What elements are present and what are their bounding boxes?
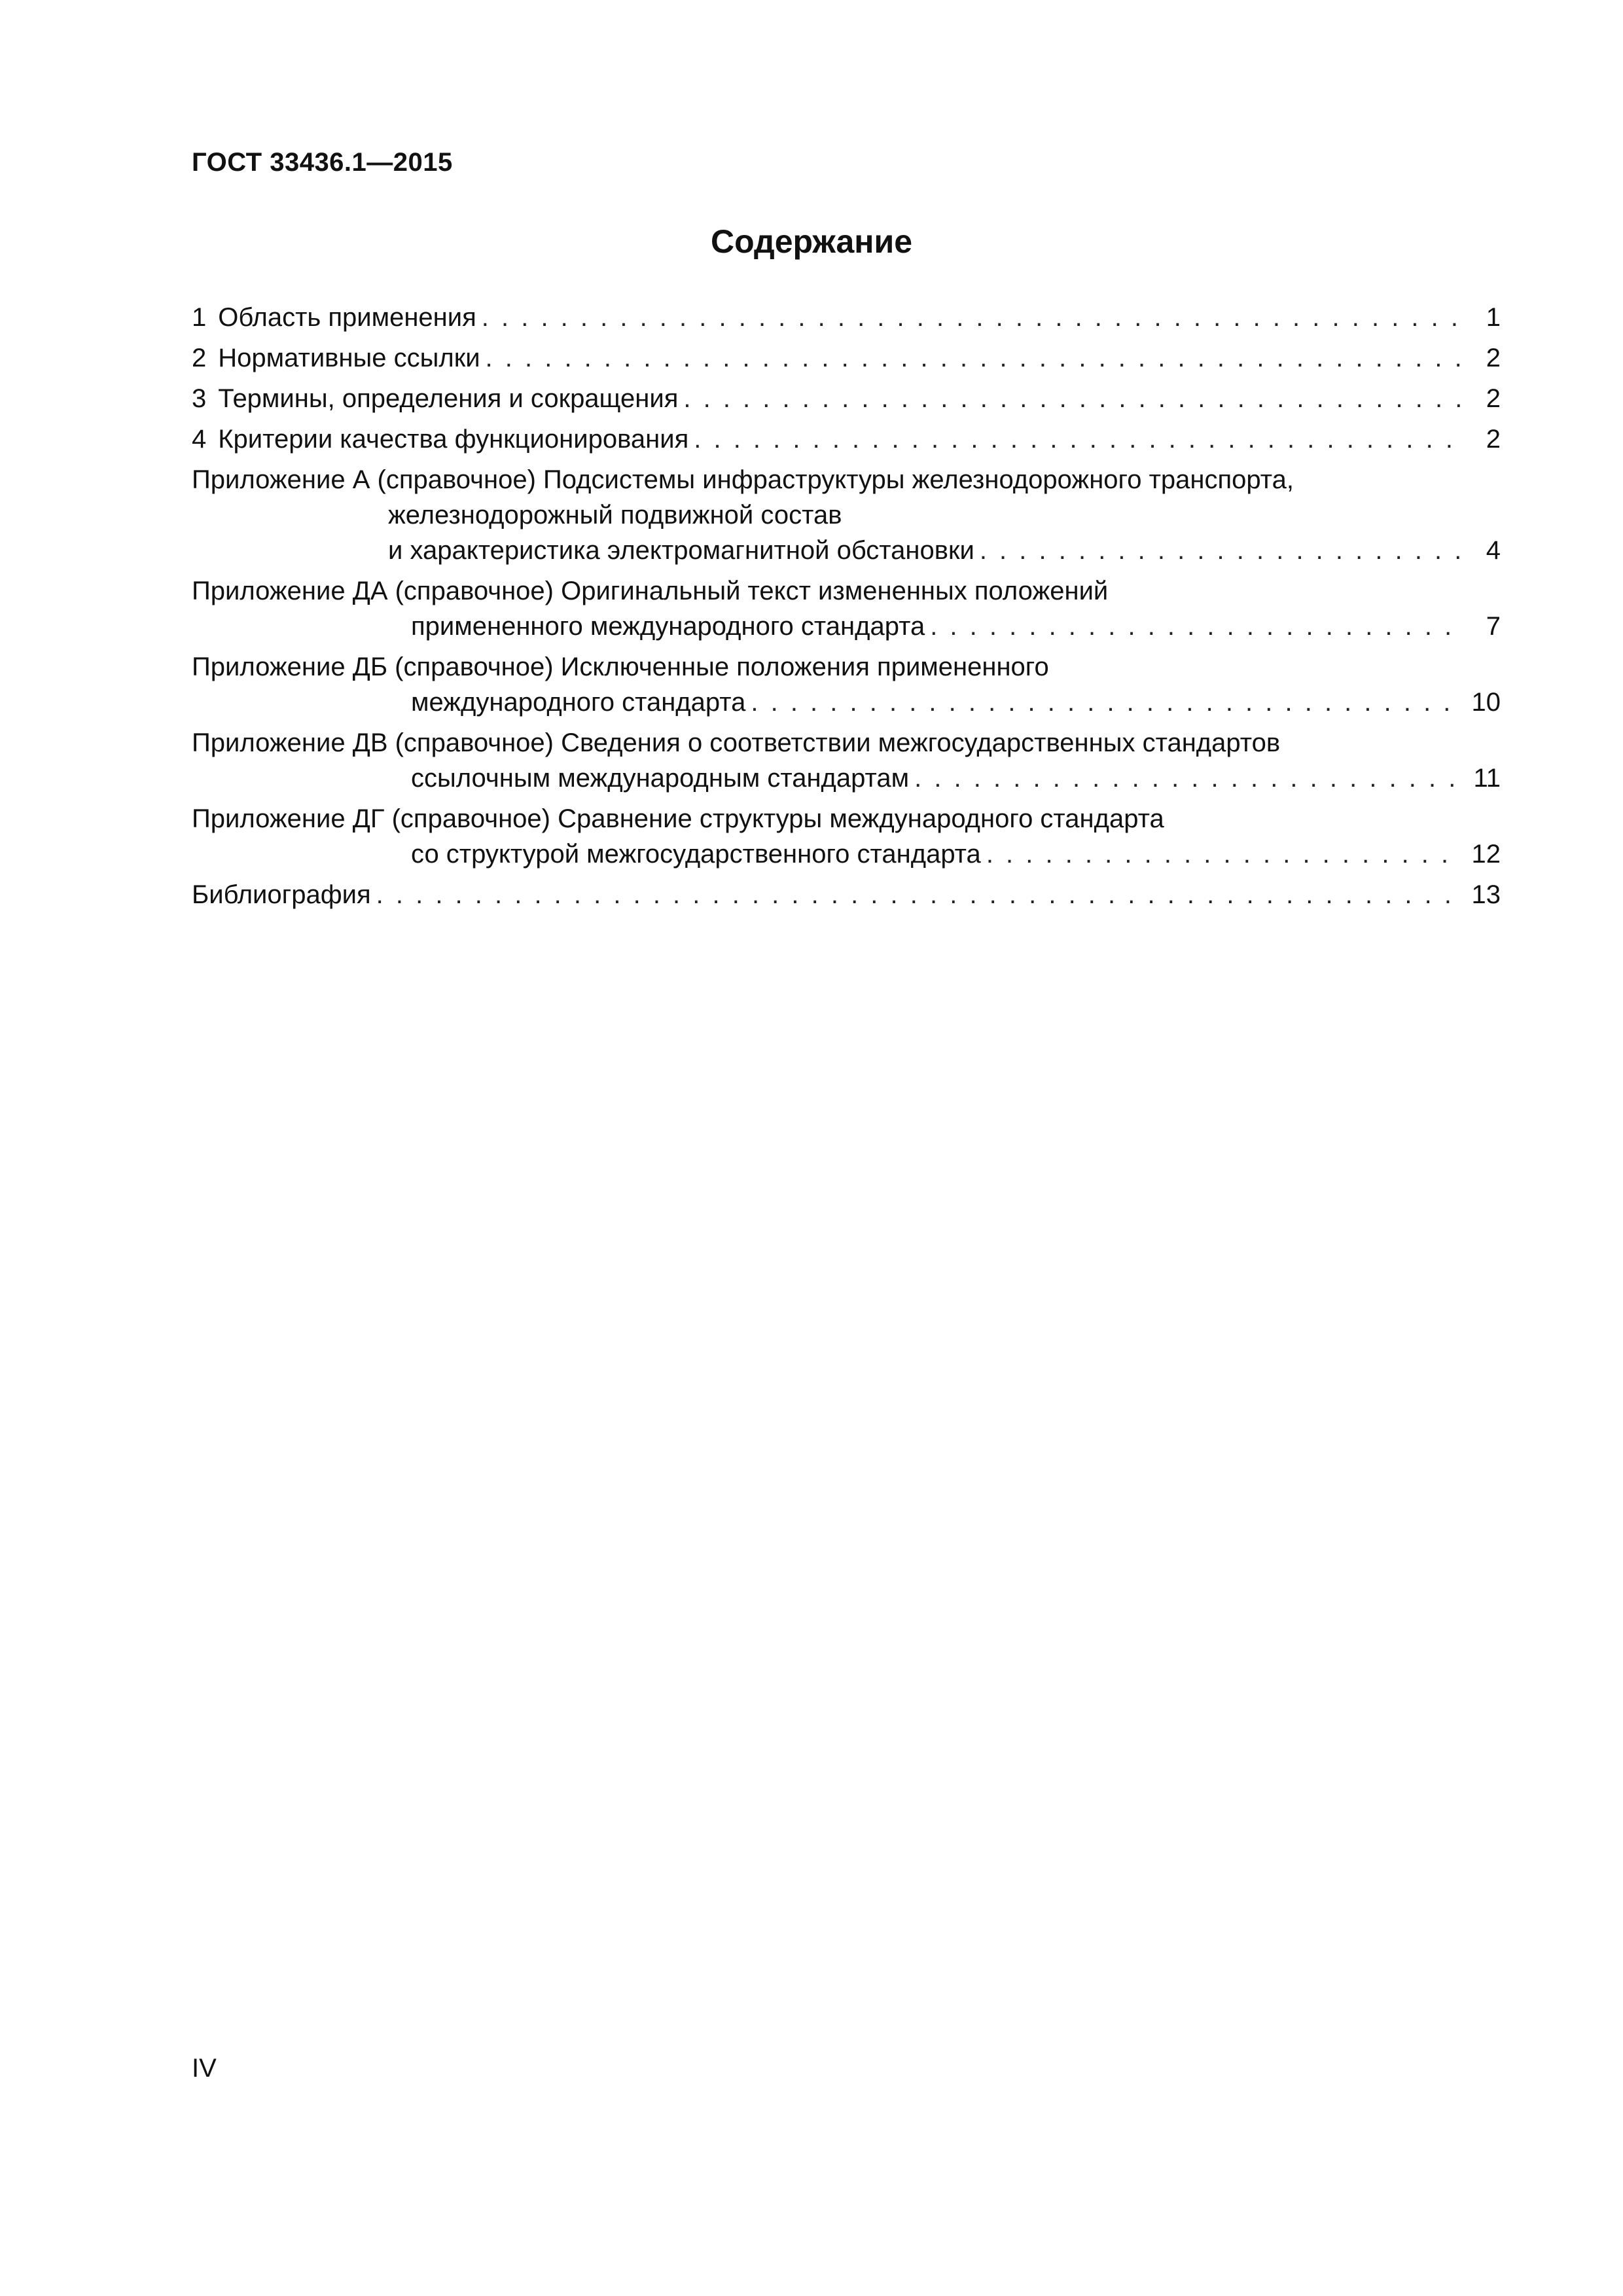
toc-annex-title-line: железнодорожный подвижной состав	[388, 501, 842, 529]
toc-entry-number: 1	[192, 303, 207, 332]
toc-annex-title-line: Приложение ДБ (справочное) Исключенные положения примененного	[192, 653, 1049, 681]
toc-annex-title-line: со структурой межгосударственного стандарта	[411, 840, 981, 869]
toc-annex-a[interactable]	[192, 462, 1501, 568]
toc-bibliography[interactable]	[192, 877, 1501, 912]
document-code: ГОСТ 33436.1—2015	[192, 148, 453, 177]
dot-leader	[986, 836, 1460, 872]
toc-entry-page: 12	[1471, 840, 1501, 869]
toc-annex-dg[interactable]	[192, 801, 1501, 872]
toc-entry-number: 2	[192, 344, 207, 372]
toc-entry-page: 2	[1486, 425, 1501, 454]
toc-annex-title-line: ссылочным международным стандартам	[411, 764, 910, 793]
toc-entry-3[interactable]	[192, 381, 1501, 416]
toc-annex-title-line: международного стандарта	[411, 688, 746, 717]
toc-entry-page: 2	[1486, 344, 1501, 372]
toc-entry-1[interactable]	[192, 300, 1501, 335]
toc-entry-4[interactable]	[192, 422, 1501, 457]
dot-leader	[482, 300, 1460, 335]
toc-entry-page: 4	[1486, 536, 1501, 565]
toc-entry-page: 1	[1486, 303, 1501, 332]
toc-annex-da[interactable]	[192, 573, 1501, 644]
toc-annex-title-line: примененного международного стандарта	[411, 612, 925, 641]
toc-entry-title: Нормативные ссылки	[218, 344, 480, 372]
toc-annex-title-line: Приложение А (справочное) Подсистемы инфраструктуры железнодорожного транспорта,	[192, 465, 1294, 494]
toc-entry-title: Термины, определения и сокращения	[218, 384, 679, 413]
page-number: IV	[192, 2054, 217, 2083]
page-title: Содержание	[710, 223, 913, 260]
toc-entry-page: 11	[1473, 764, 1501, 793]
toc-entry-page: 2	[1486, 384, 1501, 413]
dot-leader	[914, 761, 1460, 796]
toc-annex-title-line: и характеристика электромагнитной обстановки	[388, 536, 974, 565]
toc-annex-title-line: Приложение ДА (справочное) Оригинальный текст измененных положений	[192, 577, 1109, 605]
toc-entry-title: Библиография	[192, 880, 371, 909]
toc-annex-db[interactable]	[192, 649, 1501, 720]
toc-entry-number: 3	[192, 384, 207, 413]
dot-leader	[980, 533, 1460, 568]
toc-entry-page: 10	[1471, 688, 1501, 717]
dot-leader	[683, 381, 1460, 416]
toc-annex-title-line: Приложение ДГ (справочное) Сравнение структуры международного стандарта	[192, 804, 1164, 833]
table-of-contents	[192, 300, 1501, 918]
toc-entry-2[interactable]	[192, 340, 1501, 376]
toc-entry-number: 4	[192, 425, 207, 454]
dot-leader	[376, 877, 1460, 912]
toc-entry-title: Критерии качества функционирования	[218, 425, 689, 454]
toc-annex-dv[interactable]	[192, 725, 1501, 796]
toc-entry-page: 13	[1471, 880, 1501, 909]
dot-leader	[694, 422, 1460, 457]
dot-leader	[751, 685, 1460, 720]
dot-leader	[930, 609, 1460, 644]
toc-entry-page: 7	[1486, 612, 1501, 641]
toc-annex-title-line: Приложение ДВ (справочное) Сведения о соответствии межгосударственных стандартов	[192, 728, 1281, 757]
dot-leader	[486, 340, 1460, 376]
toc-entry-title: Область применения	[218, 303, 476, 332]
